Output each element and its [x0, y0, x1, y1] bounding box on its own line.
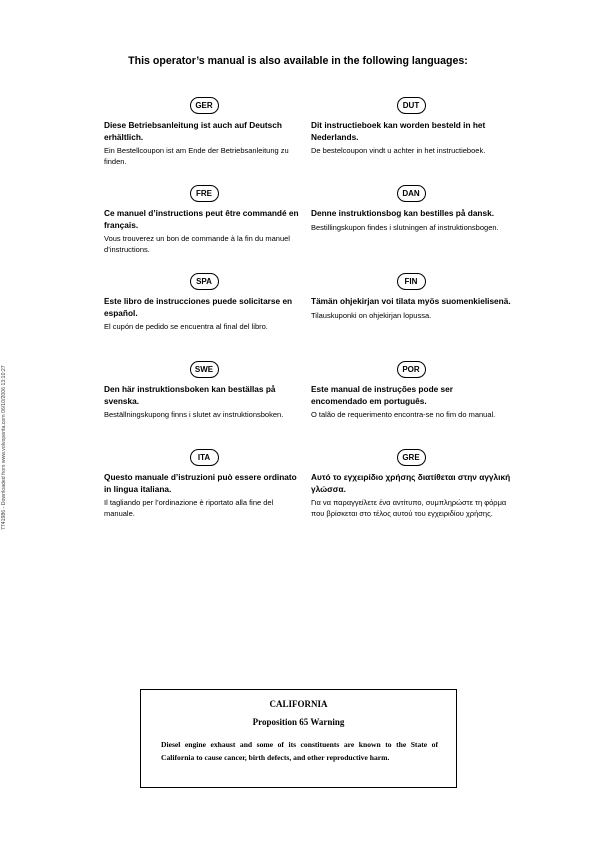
- language-title: Tämän ohjekirjan voi tilata myös suomenkielisenä.: [311, 296, 511, 306]
- language-entry-dut: [311, 97, 511, 156]
- language-title: Dit instructieboek kan worden besteld in het Nederlands.: [311, 120, 486, 142]
- language-entry-dan: [311, 185, 511, 233]
- language-note: De bestelcoupon vindt u achter in het instructieboek.: [311, 146, 486, 155]
- language-badge: DAN: [397, 185, 426, 202]
- language-badge: FIN: [397, 273, 426, 290]
- language-title: Ce manuel d’instructions peut être commandé en français.: [104, 208, 299, 230]
- language-note: El cupón de pedido se encuentra al final del libro.: [104, 322, 268, 331]
- language-badge: GER: [190, 97, 219, 114]
- language-entry-ger: [104, 97, 304, 167]
- language-badge: POR: [397, 361, 426, 378]
- language-note: O talão de requerimento encontra-se no fim do manual.: [311, 410, 496, 419]
- language-entry-fre: [104, 185, 304, 255]
- language-badge: FRE: [190, 185, 219, 202]
- language-note: Beställningskupong finns i slutet av instruktionsboken.: [104, 410, 284, 419]
- language-badge: SPA: [190, 273, 219, 290]
- language-badge: SWE: [190, 361, 219, 378]
- language-note: Vous trouverez un bon de commande à la fin du manuel d’instructions.: [104, 234, 290, 254]
- language-badge: DUT: [397, 97, 426, 114]
- language-badge: GRE: [397, 449, 426, 466]
- language-title: Este libro de instrucciones puede solicitarse en español.: [104, 296, 293, 318]
- language-entry-swe: [104, 361, 304, 420]
- language-entry-por: [311, 361, 511, 420]
- language-entry-spa: [104, 273, 304, 332]
- language-title: Den här instruktionsboken kan beställas på svenska.: [104, 384, 276, 406]
- page-heading: This operator’s manual is also available in the following languages:: [128, 55, 468, 67]
- language-title: Este manual de instruções pode ser encomendado em português.: [311, 384, 454, 406]
- california-warning-box: [140, 689, 457, 788]
- warning-text: Diesel engine exhaust and some of its constituents are known to the State of California to cause cancer, birth defects, and other reproductive harm.: [161, 740, 438, 762]
- language-note: Bestillingskupon findes i slutningen af instruktionsbogen.: [311, 222, 499, 232]
- warning-subtitle: Proposition 65 Warning: [252, 717, 345, 727]
- language-title: Αυτό το εγχειρίδιο χρήσης διατίθεται στην αγγλική γλώσσα.: [311, 472, 511, 494]
- warning-title: CALIFORNIA: [269, 699, 328, 709]
- language-title: Denne instruktionsbog kan bestilles på dansk.: [311, 208, 495, 218]
- download-stamp: 7741986 - Downloaded from www.volvopenta.com 06/10/2006 13:10:27: [1, 365, 7, 530]
- language-note: Για να παραγγείλετε ένα αντίτυπο, συμπληρώστε τη φόρμα που βρίσκεται στο τέλος αυτού του εγχειριδίου χρήσης.: [311, 498, 507, 518]
- language-note: Ein Bestellcoupon ist am Ende der Betriebsanleitung zu finden.: [104, 146, 289, 166]
- language-entry-ita: [104, 449, 304, 519]
- language-badge: ITA: [190, 449, 219, 466]
- language-entry-fin: [311, 273, 511, 321]
- language-title: Questo manuale d’istruzioni può essere ordinato in lingua italiana.: [104, 472, 297, 494]
- language-note: Il tagliando per l’ordinazione è riportato alla fine del manuale.: [104, 498, 274, 518]
- language-entry-gre: [311, 449, 511, 519]
- language-title: Diese Betriebsanleitung ist auch auf Deutsch erhältlich.: [104, 120, 282, 142]
- language-note: Tilauskuponki on ohjekirjan lopussa.: [311, 310, 432, 320]
